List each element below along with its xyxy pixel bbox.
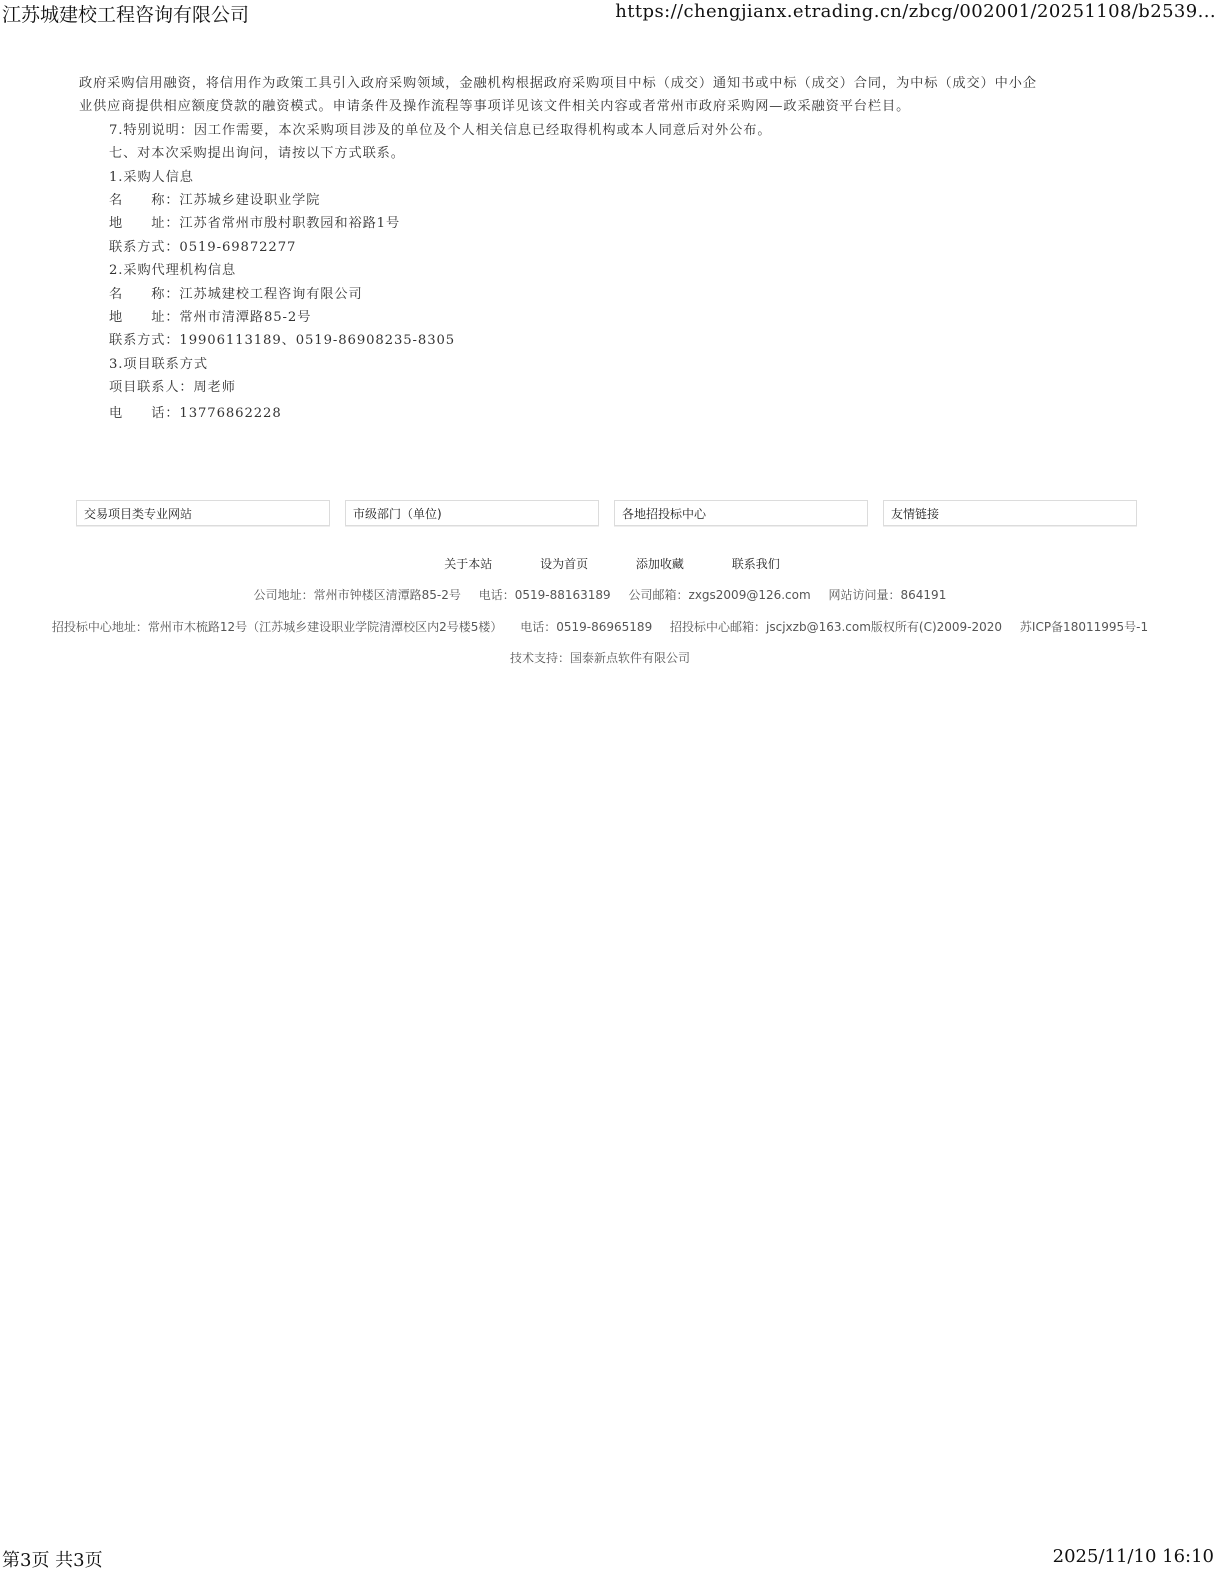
project-phone: 电 话：13776862228 — [109, 405, 282, 421]
footer-link-add-favorite[interactable]: 添加收藏 — [635, 557, 684, 571]
dropdown-city-departments[interactable] — [345, 500, 599, 526]
footer-link-set-home[interactable]: 设为首页 — [540, 557, 589, 571]
print-header-title: 江苏城建校工程咨询有限公司 — [2, 4, 250, 26]
footer-link-about[interactable]: 关于本站 — [444, 557, 493, 571]
company-address: 公司地址：常州市钟楼区清潭路85-2号 — [253, 588, 461, 602]
financing-paragraph-line-2: 业供应商提供相应额度贷款的融资模式。申请条件及操作流程等事项详见该文件相关内容或者常州市政府采购网—政采融资平台栏目。 — [79, 99, 911, 115]
section-seven-heading: 七、对本次采购提出询问，请按以下方式联系。 — [109, 146, 405, 162]
agency-name: 名 称：江苏城建校工程咨询有限公司 — [109, 286, 363, 302]
purchaser-heading: 1.采购人信息 — [109, 169, 194, 185]
agency-contact: 联系方式：19906113189、0519-86908235-8305 — [109, 333, 456, 349]
dropdown-trading-sites[interactable] — [76, 500, 330, 526]
related-links-bar — [76, 500, 1138, 526]
center-phone: 电话：0519-86965189 — [520, 620, 653, 634]
print-page-number: 第3页 共3页 — [2, 1550, 103, 1571]
print-datetime: 2025/11/10 16:10 — [1052, 1546, 1214, 1567]
icp-record-link[interactable]: 苏ICP备18011995号-1 — [1019, 620, 1149, 634]
footer-link-contact-us[interactable]: 联系我们 — [731, 557, 780, 571]
dropdown-trading-sites-label: 交易项目类专业网站 — [84, 507, 193, 521]
footer-nav — [0, 555, 1224, 572]
purchaser-contact: 联系方式：0519-69872277 — [109, 239, 297, 255]
dropdown-city-departments-label: 市级部门（单位) — [353, 507, 442, 521]
print-header-url: https://chengjianx.etrading.cn/zbcg/002001/20251108/b2539... — [615, 1, 1216, 22]
agency-address: 地 址：常州市清潭路85-2号 — [109, 310, 312, 326]
footer-tech-support — [0, 649, 1200, 666]
purchaser-address: 地 址：江苏省常州市殷村职教园和裕路1号 — [109, 216, 401, 232]
company-phone: 电话：0519-88163189 — [478, 588, 611, 602]
purchaser-name: 名 称：江苏城乡建设职业学院 — [109, 193, 321, 209]
agency-heading: 2.采购代理机构信息 — [109, 263, 237, 279]
tech-support: 技术支持：国泰新点软件有限公司 — [509, 651, 690, 665]
company-email: 公司邮箱：zxgs2009@126.com — [628, 588, 811, 602]
center-address: 招投标中心地址：常州市木梳路12号（江苏城乡建设职业学院清潭校区内2号楼5楼） — [51, 620, 503, 634]
visit-counter: 网站访问量：864191 — [828, 588, 947, 602]
dropdown-friendly-links-label: 友情链接 — [891, 507, 940, 521]
project-contact-person: 项目联系人：周老师 — [109, 380, 236, 396]
center-email-copyright: 招投标中心邮箱：jscjxzb@163.com版权所有(C)2009-2020 — [670, 620, 1003, 634]
dropdown-bidding-centers-label: 各地招投标中心 — [622, 507, 707, 521]
project-contact-heading: 3.项目联系方式 — [109, 356, 208, 372]
footer-center-info — [0, 618, 1200, 635]
dropdown-friendly-links[interactable] — [883, 500, 1137, 526]
financing-paragraph-line-1: 政府采购信用融资，将信用作为政策工具引入政府采购领域，金融机构根据政府采购项目中标（成交）通知书或中标（成交）合同，为中标（成交）中小企 — [79, 76, 1037, 91]
special-note: 7.特别说明：因工作需要，本次采购项目涉及的单位及个人相关信息已经取得机构或本人同意后对外公布。 — [109, 122, 772, 138]
announcement-body — [79, 72, 1149, 425]
footer-company-info — [0, 586, 1200, 603]
dropdown-bidding-centers[interactable] — [614, 500, 868, 526]
